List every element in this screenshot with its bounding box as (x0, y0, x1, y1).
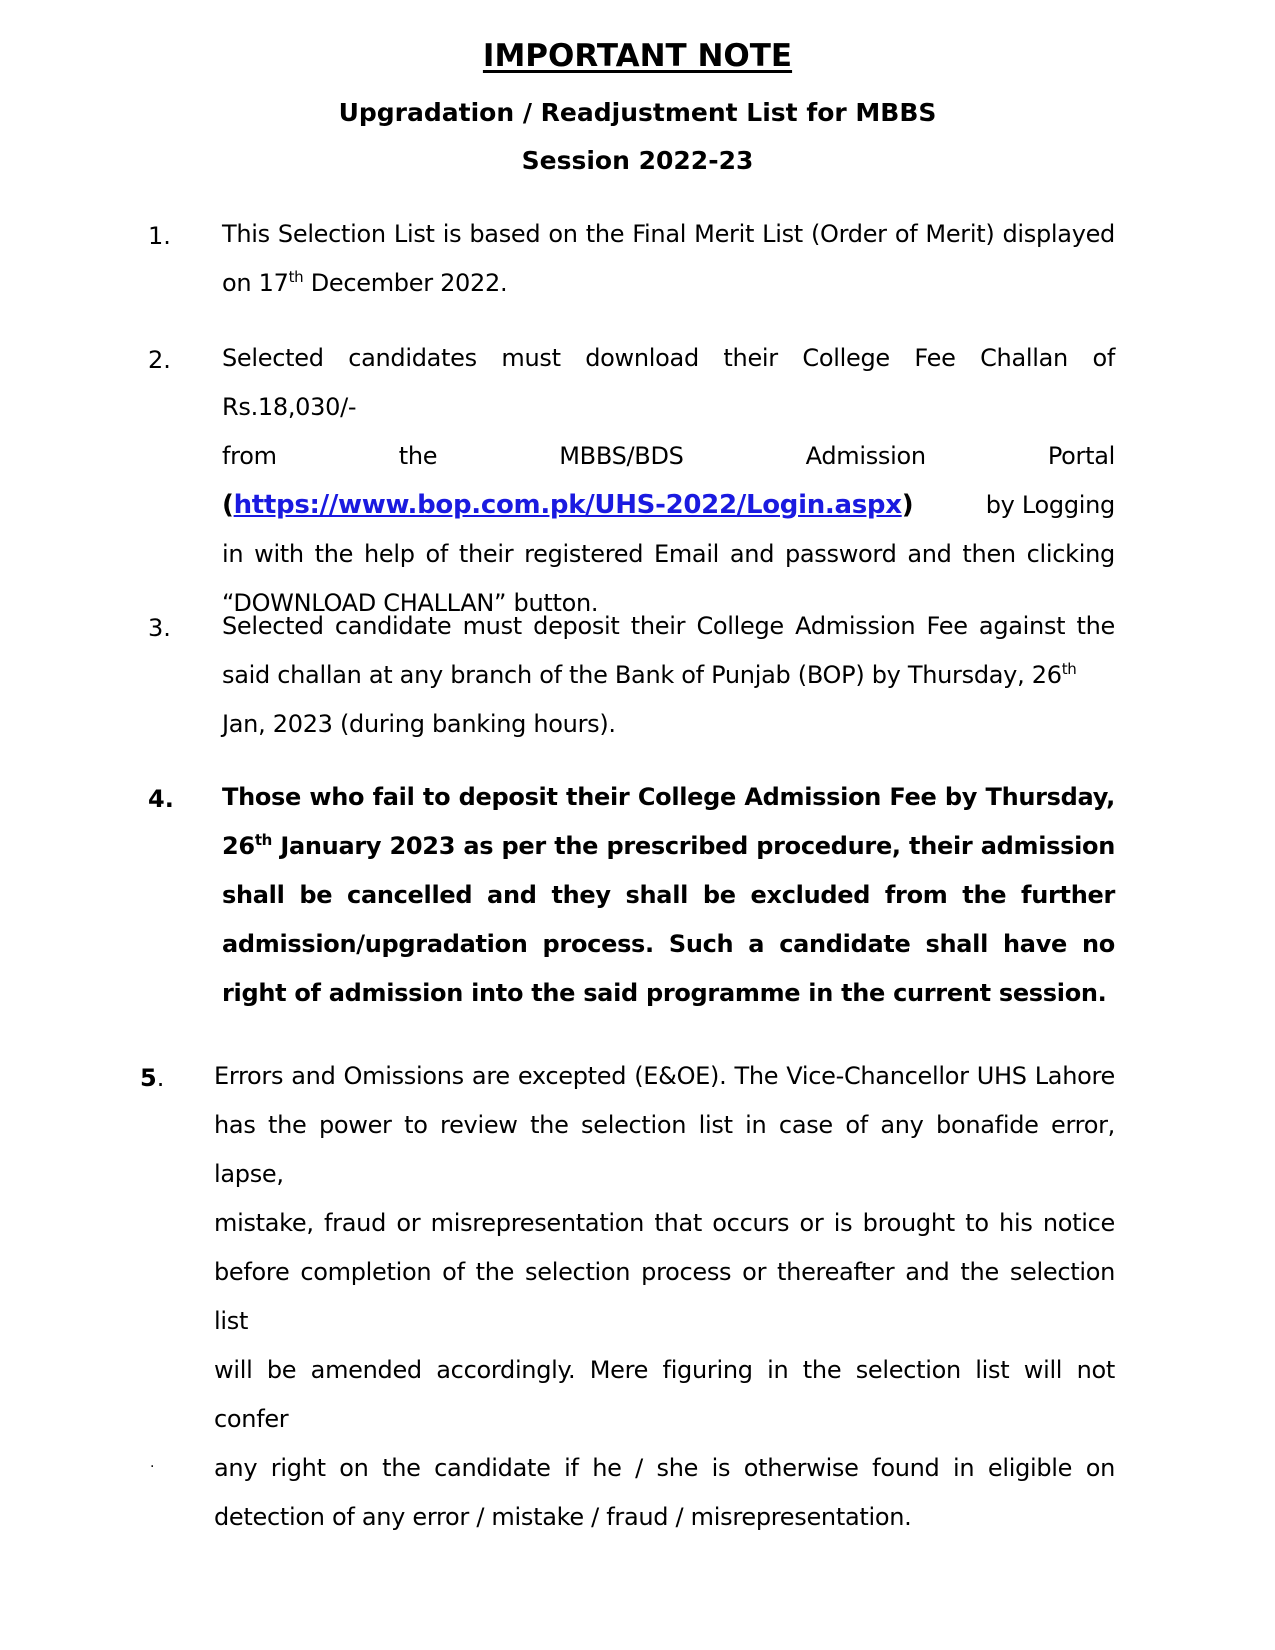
note-3-deadline-text: said challan at any branch of the Bank of Punjab (BOP) by Thursday, 26 (222, 661, 1062, 689)
note-4-line-4: admission/upgradation process. Such a candidate shall have no (222, 930, 1115, 958)
page-subtitle: Upgradation / Readjustment List for MBBS (338, 98, 937, 127)
note-4-line-5: right of admission into the said programme in the current session. (222, 979, 1107, 1007)
session-label: Session 2022-23 (521, 146, 754, 175)
note-2-line-1: Selected candidates must download their College Fee Challan of Rs.18,030/- (222, 344, 1115, 421)
note-5-line-5: will be amended accordingly. Mere figuring in the selection list will not confer (214, 1356, 1115, 1433)
note-1-date-prefix: on 17 (222, 269, 289, 297)
note-5-line-3: mistake, fraud or misrepresentation that occurs or is brought to his notice (214, 1209, 1115, 1237)
note-5-number-dot: . (156, 1064, 165, 1092)
note-2-line-3-tail: by Logging (985, 491, 1115, 519)
note-2-line-2: from the MBBS/BDS Admission Portal (222, 442, 1115, 470)
link-open-paren: ( (222, 490, 234, 520)
ordinal-suffix: th (288, 268, 304, 286)
note-2-text (222, 334, 1115, 628)
note-5-line-6: any right on the candidate if he / she is otherwise found in eligible on (214, 1454, 1115, 1482)
note-1-date-suffix: December 2022. (303, 269, 508, 297)
note-3-line-3: Jan, 2023 (during banking hours). (222, 710, 616, 738)
note-2-line-5: “DOWNLOAD CHALLAN” button. (222, 589, 599, 617)
note-1-number: 1. (148, 222, 171, 250)
ordinal-suffix: th (254, 831, 273, 849)
footer-mark: . (150, 1455, 155, 1471)
admission-portal-link[interactable]: https://www.bop.com.pk/UHS-2022/Login.aspx (233, 490, 902, 520)
note-1-text (222, 210, 1115, 308)
note-5-number (140, 1064, 164, 1092)
note-4-line-3: shall be cancelled and they shall be excluded from the further (222, 881, 1115, 909)
note-4-text (222, 773, 1115, 1018)
note-5-line-2: has the power to review the selection list in case of any bonafide error, lapse, (214, 1111, 1115, 1188)
note-4-line-1: Those who fail to deposit their College Admission Fee by Thursday, (222, 783, 1115, 811)
note-5-number-digit: 5 (140, 1064, 157, 1092)
note-4-date-prefix: 26 (222, 832, 255, 860)
note-2-line-3 (222, 481, 1115, 530)
note-3-number: 3. (148, 614, 171, 642)
note-4-number: 4. (148, 785, 174, 813)
note-2-line-4: in with the help of their registered Email and password and then clicking (222, 540, 1115, 568)
note-1-line-1: This Selection List is based on the Final Merit List (Order of Merit) displayed (222, 220, 1115, 248)
note-4-line-2 (222, 822, 1115, 871)
note-5-line-1: Errors and Omissions are excepted (E&OE). The Vice-Chancellor UHS Lahore (214, 1062, 1115, 1090)
note-3-text (222, 602, 1115, 749)
note-3-line-1: Selected candidate must deposit their College Admission Fee against the (222, 612, 1115, 640)
note-2-number: 2. (148, 346, 171, 374)
note-4-date-suffix: January 2023 as per the prescribed procedure, their admission (272, 832, 1115, 860)
page-title: IMPORTANT NOTE (482, 38, 793, 74)
note-1-line-2 (222, 259, 1115, 308)
note-5-line-7: detection of any error / mistake / fraud / misrepresentation. (214, 1503, 912, 1531)
link-close-paren: ) (901, 490, 914, 520)
ordinal-suffix: th (1061, 660, 1077, 678)
note-5-text (214, 1052, 1115, 1542)
note-5-line-4: before completion of the selection process or thereafter and the selection list (214, 1258, 1115, 1335)
note-3-line-2 (222, 651, 1115, 700)
